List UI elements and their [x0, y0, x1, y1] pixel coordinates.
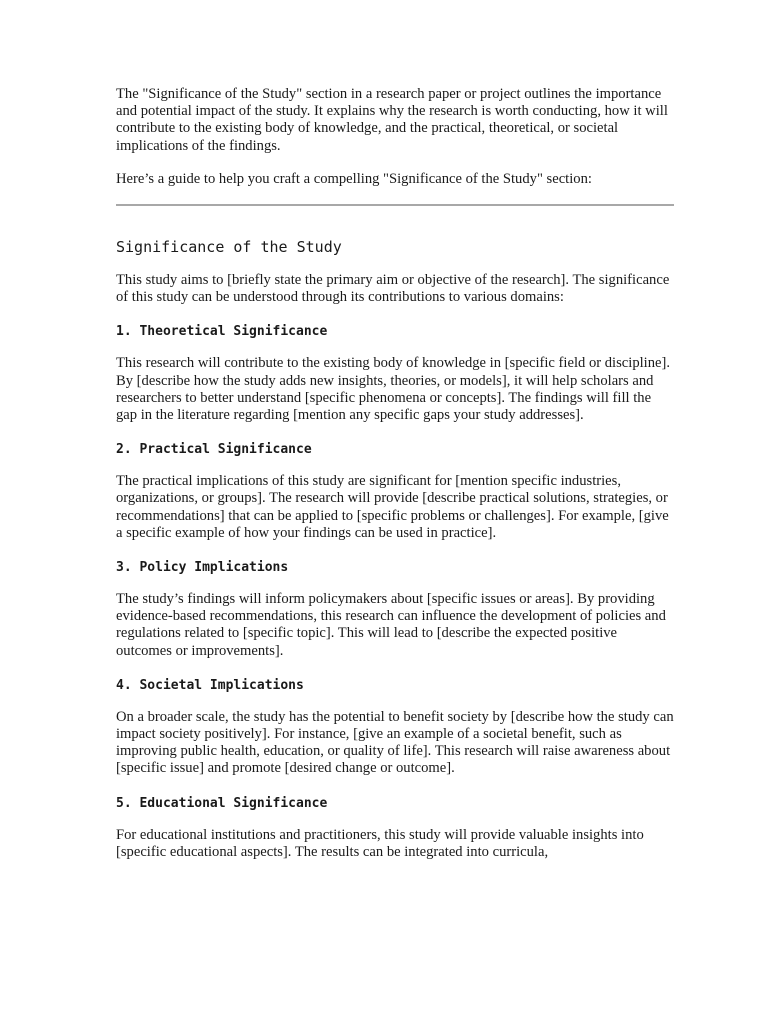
section-theoretical — [116, 323, 674, 424]
intro-paragraph: The "Significance of the Study" section in a research paper or project outlines the importance and potential impact of the study. It explains why the research is worth conducting, how it will contribute to the existing body of knowledge, and the practical, theoretical, or societal implications of the findings. — [116, 86, 668, 154]
section-body: This research will contribute to the existing body of knowledge in [specific field or discipline]. By [describe how the study adds new insights, theories, or models], it will help scholars and researchers to better understand [specific phenomena or concepts]. The findings will fill the gap in the literature regarding [mention any specific gaps your study addresses]. — [116, 355, 671, 424]
sections-container — [116, 272, 674, 878]
guide-paragraph: Here’s a guide to help you craft a compelling "Significance of the Study" section: — [116, 170, 592, 187]
section-educational — [116, 795, 674, 861]
document-page — [116, 86, 674, 860]
section-heading: Significance of the Study — [116, 238, 342, 256]
section-title: 4. Societal Implications — [116, 677, 304, 693]
section-practical — [116, 441, 674, 542]
section-body: The practical implications of this study are significant for [mention specific industries, organizations, or groups]. The research will provide [describe practical solutions, strategies, or recommendations] that can be applied to [specific problems or challenges]. For example, [give a specific example of how your findings can be used in practice]. — [116, 473, 669, 541]
section-title: 1. Theoretical Significance — [116, 324, 328, 340]
section-title: 3. Policy Implications — [116, 560, 289, 576]
section-title: 5. Educational Significance — [116, 795, 328, 811]
section-policy — [116, 559, 674, 660]
section-societal — [116, 677, 674, 778]
horizontal-divider — [116, 204, 674, 206]
section-title: 2. Practical Significance — [116, 442, 312, 458]
section-body: The study’s findings will inform policymakers about [specific issues or areas]. By providing evidence-based recommendations, this research can influence the development of policies and regulations related to [specific topic]. This will lead to [describe the expected positive outcomes or improvements]. — [116, 591, 666, 659]
section-body: For educational institutions and practitioners, this study will provide valuable insights into [specific educational aspects]. The results can be integrated into curricula, — [116, 826, 644, 860]
section-body: On a broader scale, the study has the potential to benefit society by [describe how the study can impact society positively]. For instance, [give an example of a societal benefit, such as improving public health, education, or quality of life]. This research will raise awareness about [specific issue] and promote [desired change or outcome]. — [116, 708, 674, 777]
lead-paragraph: This study aims to [briefly state the primary aim or objective of the research]. The significance of this study can be understood through its contributions to various domains: — [116, 272, 670, 306]
